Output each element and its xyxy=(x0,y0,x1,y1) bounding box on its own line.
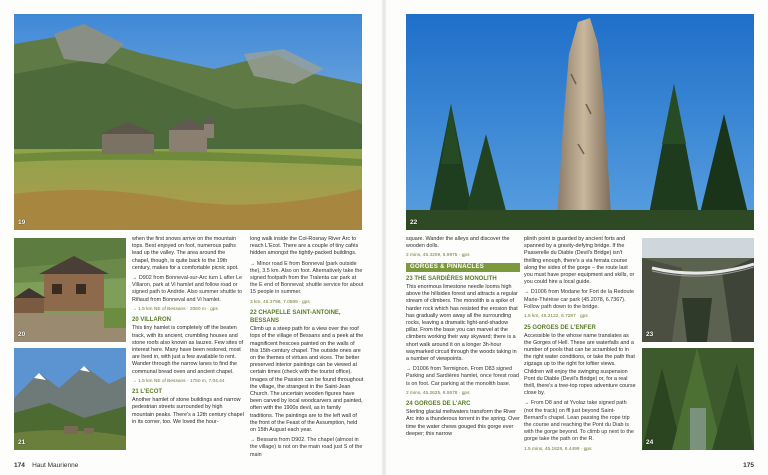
location-info: 1.5 km, 45.2122, 6.7287 · gps xyxy=(524,314,588,320)
photo-24-gorges-forest xyxy=(642,348,754,450)
photo-number: 19 xyxy=(18,219,26,226)
book-gutter xyxy=(381,0,387,475)
photo-number: 21 xyxy=(18,439,26,446)
body-text: This enormous limestone needle looms high above the hillsides forest and attracts a regular stream of climbers. The monolith is a spike of harder rock which has resisted the erosion that has gradually worn away all the surrounding rocks, leaving a dramatic light-and-shadow pillar. From the base you can marvel at the climbers working their way skyward; there is a short walk around it on a longer 3h-hour waymarked circuit through the woods taking in a number of viewpoints. xyxy=(406,283,518,362)
photo-19-mountain-chapel xyxy=(14,14,362,230)
body-text: plinth point is guarded by ancient forts and spanned by a gravity-defying bridge. If the Passerelle du Diable (Devil's Bridge) isn't thrilling enough, there's a via ferrata course along the sides of the gorge – the route last you must have proper equipment and skills, or you could hire a local guide. xyxy=(524,236,635,286)
photo-22-sardieres-monolith xyxy=(406,14,754,230)
left-footer xyxy=(14,462,78,469)
page-number: 175 xyxy=(743,462,754,469)
photo-number: 20 xyxy=(18,331,26,338)
body-text: Climb up a steep path for a view over the roof tops of the village of Bessans and a peek at the magnificent frescoes painted on the walls of this 15th-century chapel. The outside ones are on the themes of virtues and vices. The better preserved interior paintings can be viewed at certain times (check with the tourist office). Images of the Passion can be found throughout the village, the strangest in the Saint-Jean Church. The uncertain wooden figures have been carved by local woodcarvers and painted, often with the 1900s devil, as in family traditions. The paintings are to the left wall of the front of the Feast of the Assumption, held on 15th August each year. xyxy=(250,326,364,433)
photo-number: 22 xyxy=(410,219,418,226)
location-info: 2 mins, 45.2625, 6.9578 · gps xyxy=(406,390,470,396)
directions-text: → Minor road E from Bonneval (park outside the), 3.5 km. Also on foot. Alternatively take the signed footpath from the Tralenta car park at the E end of Bonneval; shuttle service for about 15 people in summer. xyxy=(250,260,364,296)
body-text: when the first snows arrive on the mountain tops. Best enjoyed on foot, numerous paths lead up the valley. The area around the chapel, though, is quite back to the 19th century, makes for a comfortable picnic spot. xyxy=(132,236,239,271)
photo-21-lecot-panorama xyxy=(14,348,126,450)
location-info: 2 mins, 45.3209, 6.9975 · gps xyxy=(406,253,470,259)
photo-number: 24 xyxy=(646,439,654,446)
directions-text: → Bessans from D902. The chapel (almost in the village) is not on the main road just S of the main xyxy=(250,437,363,458)
location-info: 3 km, 45.3798, 7.0599 · gps xyxy=(250,299,310,305)
entry-heading-23: 23 THE SARDIÈRES MONOLITH xyxy=(406,275,497,282)
section-heading: GORGES & PINNACLES xyxy=(406,263,520,272)
right-footer xyxy=(743,462,754,469)
photo-23-devils-bridge xyxy=(642,238,754,342)
right-text-column-2 xyxy=(524,236,636,458)
body-text: Sterling glacial meltwaters transform the River Arc into a thunderous torrent in the spring. Over time the water chews gouged this gorge ever deeper; this narrow xyxy=(406,409,520,437)
entry-heading-20: 20 VILLARON xyxy=(132,317,172,324)
entry-heading-25: 25 GORGES DE L'ENFER xyxy=(524,324,596,331)
entry-heading-21: 21 L'ECOT xyxy=(132,389,163,396)
body-text: Another hamlet of stone buildings and narrow pedestrian streets surrounded by high mountain peaks. There's a 12th century chapel in its corner, too. We loved the hour- xyxy=(132,397,244,425)
left-text-column-1 xyxy=(132,236,244,458)
right-page xyxy=(384,0,768,475)
body-text: long walk inside the Col-Rosnay River Arc to reach L'Ecot. There are a couple of tiny cafés hidden amongst the tightly-packed buildings. xyxy=(250,236,359,257)
entry-heading-24: 24 GORGES DE L'ARC xyxy=(406,401,471,408)
page-number: 174 xyxy=(14,462,25,469)
location-info: 1.5 mins, 45.1828, 6.4499 · gps xyxy=(524,446,592,452)
directions-text: → D1006 from Termignon. From D83 signed Parking and Sardières hamlet, once forest road is on foot. Car parking at the monolith base. xyxy=(406,366,519,387)
directions-text: → D902 from Bonneval-sur-Arc turn L after Le Villaron, park at Vi hamlet and follow road or signed path to Andrde. Also summer shuttle to Rifiaud from Bonneval and Vi hamlet. xyxy=(132,275,243,303)
region-name: Haut Maurienne xyxy=(32,462,79,469)
photo-number: 23 xyxy=(646,331,654,338)
entry-heading-22: 22 CHAPELLE SAINT-ANTOINE, BESSANS xyxy=(250,310,341,325)
body-text: This tiny hamlet is completely off the beaten track, with its ancient, crumbling houses and stone roofs also known as lauzes. Few sites of interest here. Many have been restored, most are lived in, with just a few available to rent. Wander through the narrow lanes to find the communal bread oven and ancient chapel. xyxy=(132,325,244,375)
directions-text: → D1006 from Modane for Fort de la Redoute Marie-Thérèse car park (45.2078, 6.7367). Follow path down to the bridge. xyxy=(524,289,634,310)
location-info: → 1.5 km NE of Bessans · 2060 m · gps xyxy=(132,306,218,312)
body-text: square. Wander the alleys and discover the wooden dolls. xyxy=(406,236,510,250)
right-text-column-1 xyxy=(406,236,520,458)
directions-text: → From D8 and at Yvolaz take signed path (not the track) on ffl just beyond Saint-Bernard's chapel. Lean passing the rope trip the course and reaching the Pont du Diab is with the gorge beyond. To climb up next to the gorge take the path on the R. xyxy=(524,400,634,443)
left-text-column-2 xyxy=(250,236,364,458)
photo-20-villaron-hamlet xyxy=(14,238,126,342)
body-text: Accessible to the whose name translates as the Gorges of Hell. These are waterfalls and a number of pools that can be scrambled to in the right water conditions, or take the path that zigzags up to the right for loftier views. Children will enjoy the swinging suspension Pont du Diable (Devil's Bridge) or, for a real thrill, there's a tree-top ropes adventure course close by. xyxy=(524,332,636,397)
location-info: → 1.5 km NE of Bessans · 1750 m, 7.04.44 xyxy=(132,378,225,384)
